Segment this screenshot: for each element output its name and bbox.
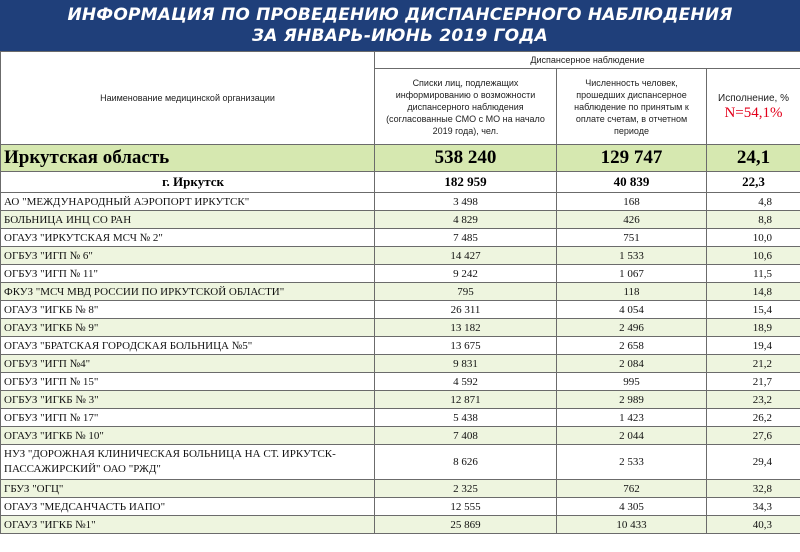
table-row [1, 193, 800, 211]
exec-value-cell: 21,7 [707, 373, 800, 391]
exec-value-cell: 34,3 [707, 498, 800, 516]
table-row [1, 480, 800, 498]
list-value-cell: 7 408 [375, 427, 557, 445]
count-value-cell: 118 [557, 283, 707, 301]
header-exec-label: Исполнение, % [718, 92, 789, 104]
table-row [1, 337, 800, 355]
region-count-value: 129 747 [557, 145, 707, 172]
table-row [1, 319, 800, 337]
list-value-cell: 9 831 [375, 355, 557, 373]
city-row [1, 172, 800, 193]
list-value-cell: 12 871 [375, 391, 557, 409]
table-row [1, 301, 800, 319]
exec-value-cell: 26,2 [707, 409, 800, 427]
list-value-cell: 4 592 [375, 373, 557, 391]
list-value-cell: 5 438 [375, 409, 557, 427]
exec-value-cell: 40,3 [707, 516, 800, 534]
org-name-cell: ОГБУЗ "ИГП № 15" [1, 373, 375, 391]
table-row [1, 229, 800, 247]
count-value-cell: 2 658 [557, 337, 707, 355]
header-org-name: Наименование медицинской организации [1, 52, 375, 145]
table-row [1, 373, 800, 391]
list-value-cell: 13 182 [375, 319, 557, 337]
exec-value-cell: 10,6 [707, 247, 800, 265]
table-row [1, 247, 800, 265]
org-name-cell: ОГАУЗ "ИГКБ № 10" [1, 427, 375, 445]
exec-value-cell: 23,2 [707, 391, 800, 409]
list-value-cell: 3 498 [375, 193, 557, 211]
exec-value-cell: 4,8 [707, 193, 800, 211]
list-value-cell: 14 427 [375, 247, 557, 265]
org-name-cell: АО "МЕЖДУНАРОДНЫЙ АЭРОПОРТ ИРКУТСК" [1, 193, 375, 211]
city-exec-value: 22,3 [707, 172, 800, 193]
org-name-cell: ОГБУЗ "ИГП № 17" [1, 409, 375, 427]
exec-value-cell: 19,4 [707, 337, 800, 355]
org-name-cell: ОГАУЗ "ИГКБ № 8" [1, 301, 375, 319]
count-value-cell: 2 989 [557, 391, 707, 409]
header-exec-norm: N=54,1% [724, 104, 783, 121]
org-name-cell: НУЗ "ДОРОЖНАЯ КЛИНИЧЕСКАЯ БОЛЬНИЦА НА СТ. ИРКУТСК-ПАССАЖИРСКИЙ" ОАО "РЖД" [1, 445, 375, 480]
org-name-cell: ОГБУЗ "ИГП № 11" [1, 265, 375, 283]
org-name-cell: ОГАУЗ "МЕДСАНЧАСТЬ ИАПО" [1, 498, 375, 516]
exec-value-cell: 14,8 [707, 283, 800, 301]
page-title-line1: ИНФОРМАЦИЯ ПО ПРОВЕДЕНИЮ ДИСПАНСЕРНОГО НАБЛЮДЕНИЯ [67, 5, 733, 25]
header-col-exec [707, 69, 800, 145]
org-name-cell: ОГАУЗ "ИРКУТСКАЯ МСЧ № 2" [1, 229, 375, 247]
region-exec-value: 24,1 [707, 145, 800, 172]
region-row [1, 145, 800, 172]
list-value-cell: 12 555 [375, 498, 557, 516]
list-value-cell: 4 829 [375, 211, 557, 229]
count-value-cell: 1 423 [557, 409, 707, 427]
org-name-cell: ФКУЗ "МСЧ МВД РОССИИ ПО ИРКУТСКОЙ ОБЛАСТИ" [1, 283, 375, 301]
org-name-cell: ОГАУЗ "ИГКБ № 9" [1, 319, 375, 337]
list-value-cell: 795 [375, 283, 557, 301]
org-name-cell: ОГАУЗ "БРАТСКАЯ ГОРОДСКАЯ БОЛЬНИЦА №5" [1, 337, 375, 355]
dispensary-table [0, 51, 800, 534]
list-value-cell: 8 626 [375, 445, 557, 480]
exec-value-cell: 29,4 [707, 445, 800, 480]
exec-value-cell: 32,8 [707, 480, 800, 498]
org-name-cell: ОГАУЗ "ИГКБ №1" [1, 516, 375, 534]
exec-value-cell: 18,9 [707, 319, 800, 337]
table-row [1, 391, 800, 409]
exec-value-cell: 11,5 [707, 265, 800, 283]
org-name-cell: ОГБУЗ "ИГП №4" [1, 355, 375, 373]
count-value-cell: 2 084 [557, 355, 707, 373]
count-value-cell: 2 496 [557, 319, 707, 337]
org-name-cell: ОГБУЗ "ИГП № 6" [1, 247, 375, 265]
list-value-cell: 25 869 [375, 516, 557, 534]
city-list-value: 182 959 [375, 172, 557, 193]
header-col-list: Списки лиц, подлежащих информированию о возможности диспансерного наблюдения (согласованные СМО с МО на начало 2019 года), чел. [375, 69, 557, 145]
org-name-cell: ГБУЗ "ОГЦ" [1, 480, 375, 498]
count-value-cell: 4 305 [557, 498, 707, 516]
table-row [1, 427, 800, 445]
region-name: Иркутская область [1, 145, 375, 172]
exec-value-cell: 21,2 [707, 355, 800, 373]
table-row [1, 409, 800, 427]
list-value-cell: 2 325 [375, 480, 557, 498]
count-value-cell: 762 [557, 480, 707, 498]
table-row [1, 211, 800, 229]
city-name: г. Иркутск [1, 172, 375, 193]
count-value-cell: 751 [557, 229, 707, 247]
list-value-cell: 7 485 [375, 229, 557, 247]
region-list-value: 538 240 [375, 145, 557, 172]
count-value-cell: 426 [557, 211, 707, 229]
table-row [1, 355, 800, 373]
page-title-line2: ЗА ЯНВАРЬ-ИЮНЬ 2019 ГОДА [252, 26, 548, 46]
list-value-cell: 13 675 [375, 337, 557, 355]
count-value-cell: 1 533 [557, 247, 707, 265]
count-value-cell: 995 [557, 373, 707, 391]
count-value-cell: 1 067 [557, 265, 707, 283]
exec-value-cell: 15,4 [707, 301, 800, 319]
table-row [1, 498, 800, 516]
count-value-cell: 2 044 [557, 427, 707, 445]
count-value-cell: 4 054 [557, 301, 707, 319]
count-value-cell: 2 533 [557, 445, 707, 480]
list-value-cell: 26 311 [375, 301, 557, 319]
count-value-cell: 10 433 [557, 516, 707, 534]
table-row [1, 265, 800, 283]
table-row [1, 445, 800, 480]
count-value-cell: 168 [557, 193, 707, 211]
header-group: Диспансерное наблюдение [375, 52, 800, 69]
exec-value-cell: 10,0 [707, 229, 800, 247]
header-col-count: Численность человек, прошедших диспансерное наблюдение по принятым к оплате счетам, в отчетном периоде [557, 69, 707, 145]
org-name-cell: ОГБУЗ "ИГКБ № 3" [1, 391, 375, 409]
city-count-value: 40 839 [557, 172, 707, 193]
page-title-banner [0, 0, 800, 51]
org-name-cell: БОЛЬНИЦА ИНЦ СО РАН [1, 211, 375, 229]
table-row [1, 283, 800, 301]
exec-value-cell: 27,6 [707, 427, 800, 445]
table-row [1, 516, 800, 534]
exec-value-cell: 8,8 [707, 211, 800, 229]
list-value-cell: 9 242 [375, 265, 557, 283]
